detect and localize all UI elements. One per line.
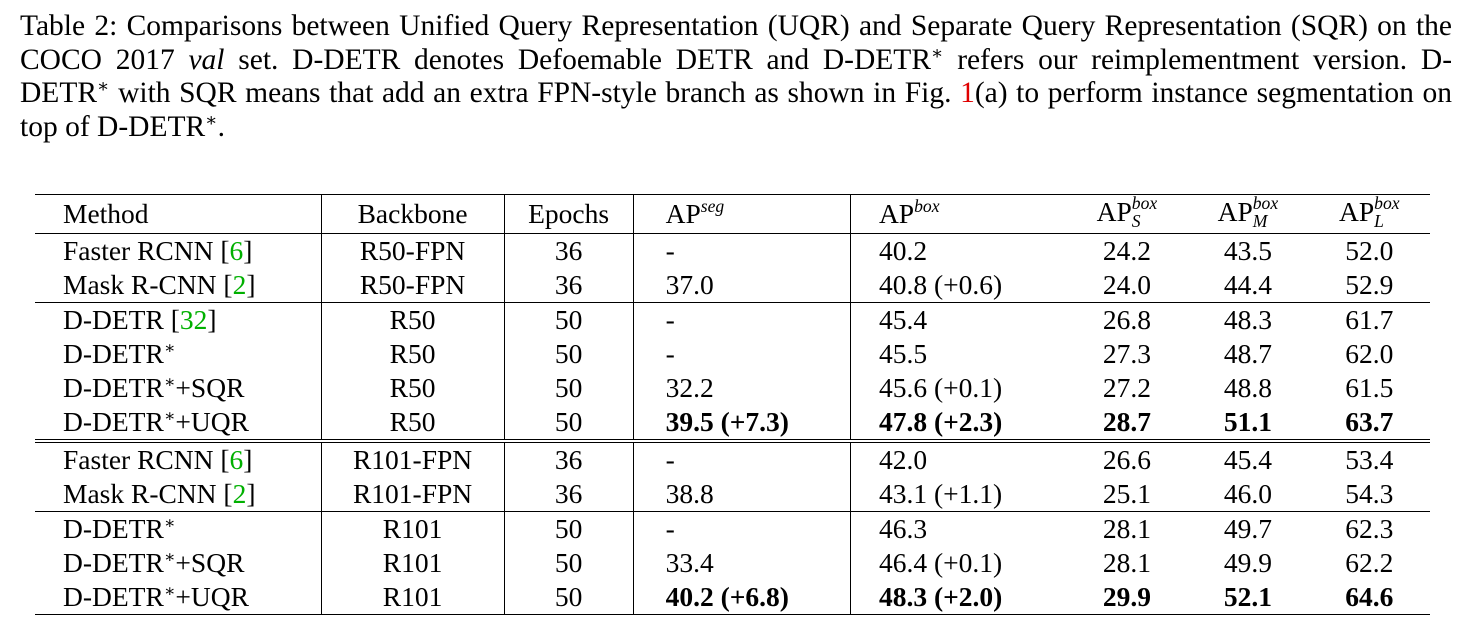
asterisk: ∗ <box>97 76 110 97</box>
cell-ap-large <box>1309 371 1430 405</box>
cell-ap-medium-value: 52.1 <box>1223 581 1272 613</box>
header-ap-box: $AP^{box}$ <box>850 195 1066 234</box>
cell-ap-large-value: 62.2 <box>1345 547 1394 579</box>
cell-backbone-value: R101 <box>382 581 443 613</box>
cell-ap-medium-value: 44.4 <box>1223 269 1272 301</box>
cell-epochs <box>504 233 633 268</box>
cell-ap-small <box>1067 371 1188 405</box>
cell-ap-large <box>1309 268 1430 303</box>
cell-ap-box <box>850 580 1066 615</box>
table-row <box>35 441 1430 477</box>
cell-ap-seg <box>633 405 850 441</box>
cell-ap-small <box>1067 546 1188 580</box>
cell-ap-medium <box>1187 441 1308 477</box>
table-row <box>35 371 1430 405</box>
cell-ap-seg <box>633 511 850 546</box>
cell-ap-large-value: 62.3 <box>1345 513 1394 545</box>
citation-link[interactable]: 6 <box>229 235 244 267</box>
cell-ap-small <box>1067 477 1188 512</box>
cell-backbone-value: R50 <box>389 372 436 404</box>
cell-ap-medium-value: 51.1 <box>1223 406 1272 438</box>
cell-ap-seg <box>633 268 850 303</box>
cell-backbone-value: R50 <box>389 406 436 438</box>
asterisk: ∗ <box>163 338 176 358</box>
cell-ap-medium <box>1187 302 1308 337</box>
cell-ap-box-value: 48.3 (+2.0) <box>878 581 1003 613</box>
cell-ap-medium-value: 45.4 <box>1223 444 1272 476</box>
method-name: D-DETR <box>63 406 164 438</box>
cell-ap-seg-value: - <box>665 304 675 336</box>
cell-ap-box-value: 45.4 <box>878 304 928 336</box>
citation-link[interactable]: 6 <box>229 444 244 476</box>
asterisk: ∗ <box>163 372 176 392</box>
method-name: D-DETR <box>63 547 164 579</box>
cell-epochs-value: 36 <box>554 444 583 476</box>
method-suffix: +SQR <box>175 372 245 404</box>
header-method: Method <box>35 195 321 234</box>
cell-method <box>35 546 321 580</box>
cell-ap-large-value: 54.3 <box>1345 478 1394 510</box>
cell-ap-large-value: 64.6 <box>1345 581 1394 613</box>
cell-ap-large-value: 61.7 <box>1345 304 1394 336</box>
cell-ap-medium-value: 49.9 <box>1223 547 1272 579</box>
table-header-row <box>35 195 1430 234</box>
cell-ap-seg-value: - <box>665 235 675 267</box>
method-suffix: +UQR <box>175 406 249 438</box>
method-name: Faster RCNN <box>63 444 214 476</box>
table-body <box>35 233 1430 614</box>
cell-method <box>35 580 321 615</box>
cell-ap-medium <box>1187 477 1308 512</box>
caption-italic-val: val <box>188 43 225 76</box>
cell-ap-seg-value: 40.2 (+6.8) <box>665 581 789 613</box>
header-epochs: Epochs <box>504 195 633 234</box>
cell-method: Mask R-CNN [2] <box>35 477 321 512</box>
cell-ap-box <box>850 371 1066 405</box>
cell-backbone <box>321 302 504 337</box>
cell-ap-small <box>1067 337 1188 371</box>
cell-ap-seg <box>633 477 850 512</box>
comparison-table <box>35 194 1430 615</box>
method-name: Faster RCNN <box>63 235 214 267</box>
citation-link[interactable]: 2 <box>232 478 247 510</box>
cell-ap-small-value: 25.1 <box>1102 478 1151 510</box>
cell-epochs <box>504 337 633 371</box>
cell-ap-seg-value: - <box>665 513 675 545</box>
cell-ap-small <box>1067 511 1188 546</box>
cell-ap-large <box>1309 302 1430 337</box>
caption-text-4: with SQR means that add an extra FPN-style branch as shown in Fig. <box>118 77 952 110</box>
cell-ap-large <box>1309 233 1430 268</box>
cell-ap-large-value: 52.0 <box>1345 235 1394 267</box>
cell-ap-medium-value: 48.8 <box>1223 372 1272 404</box>
method-name: D-DETR <box>63 338 164 370</box>
cell-ap-large <box>1309 441 1430 477</box>
cell-epochs-value: 50 <box>554 581 583 613</box>
cell-backbone-value: R101 <box>382 513 443 545</box>
cell-epochs-value: 36 <box>554 269 583 301</box>
asterisk: ∗ <box>163 513 176 533</box>
cell-epochs-value: 50 <box>554 513 583 545</box>
cell-ap-small-value: 24.2 <box>1102 235 1151 267</box>
cell-backbone-value: R101-FPN <box>352 478 473 510</box>
header-ap-box-small: AP box S <box>1067 195 1188 234</box>
caption-text-6: . <box>217 110 225 143</box>
cell-ap-small-value: 27.2 <box>1102 372 1151 404</box>
cell-epochs <box>504 580 633 615</box>
cell-backbone <box>321 233 504 268</box>
cell-backbone-value: R101 <box>382 547 443 579</box>
caption-text-1: Comparisons between Unified Query Representation (UQR) and Separate Query Representation (SQR) on the COCO 2017 <box>20 10 1452 76</box>
header-ap-box-large: AP box L <box>1309 195 1430 234</box>
cell-ap-small <box>1067 441 1188 477</box>
cell-ap-large-value: 52.9 <box>1345 269 1394 301</box>
cell-ap-small-value: 26.6 <box>1102 444 1151 476</box>
cell-backbone-value: R50-FPN <box>359 269 466 301</box>
cell-ap-box-value: 43.1 (+1.1) <box>878 478 1003 510</box>
cell-ap-small <box>1067 233 1188 268</box>
table-row <box>35 268 1430 303</box>
cell-ap-small <box>1067 268 1188 303</box>
asterisk: ∗ <box>163 406 176 426</box>
cell-ap-small-value: 28.1 <box>1102 513 1151 545</box>
cell-ap-medium-value: 49.7 <box>1223 513 1272 545</box>
citation-link[interactable]: 32 <box>179 304 208 336</box>
asterisk: ∗ <box>931 42 944 63</box>
cell-ap-medium <box>1187 511 1308 546</box>
cell-epochs <box>504 511 633 546</box>
cell-epochs <box>504 268 633 303</box>
table-row <box>35 477 1430 512</box>
cell-epochs-value: 36 <box>554 478 583 510</box>
cell-ap-box-value: 47.8 (+2.3) <box>878 406 1003 438</box>
cell-backbone <box>321 268 504 303</box>
cell-method: Mask R-CNN [2] <box>35 268 321 303</box>
table-caption <box>20 10 1452 144</box>
cell-ap-small <box>1067 405 1188 441</box>
cell-ap-box-value: 45.5 <box>878 338 928 370</box>
asterisk: ∗ <box>163 581 176 601</box>
cell-ap-small <box>1067 580 1188 615</box>
cell-ap-box <box>850 302 1066 337</box>
table-row <box>35 337 1430 371</box>
cell-ap-small-value: 24.0 <box>1102 269 1151 301</box>
cell-epochs-value: 36 <box>554 235 583 267</box>
table-row <box>35 405 1430 441</box>
cell-ap-seg-value: 38.8 <box>665 478 714 510</box>
cell-ap-medium-value: 43.5 <box>1223 235 1272 267</box>
cell-ap-large-value: 53.4 <box>1345 444 1394 476</box>
figure-reference-link[interactable]: 1 <box>960 77 975 110</box>
method-suffix: +SQR <box>175 547 245 579</box>
cell-epochs-value: 50 <box>554 406 583 438</box>
cell-ap-box <box>850 337 1066 371</box>
cell-backbone <box>321 477 504 512</box>
citation-link[interactable]: 2 <box>232 269 247 301</box>
cell-ap-large <box>1309 546 1430 580</box>
cell-ap-medium <box>1187 337 1308 371</box>
cell-ap-medium-value: 48.3 <box>1223 304 1272 336</box>
cell-backbone <box>321 580 504 615</box>
cell-ap-seg-value: - <box>665 444 675 476</box>
caption-label: Table 2: <box>20 10 118 42</box>
cell-ap-box-value: 46.4 (+0.1) <box>878 547 1003 579</box>
cell-method: D-DETR [32] <box>35 302 321 337</box>
cell-ap-large-value: 63.7 <box>1345 406 1394 438</box>
cell-ap-large <box>1309 580 1430 615</box>
method-suffix: +UQR <box>175 581 249 613</box>
cell-ap-small <box>1067 302 1188 337</box>
cell-ap-medium <box>1187 580 1308 615</box>
cell-ap-seg <box>633 580 850 615</box>
method-name: Mask R-CNN <box>63 269 217 301</box>
cell-ap-box <box>850 441 1066 477</box>
cell-ap-small-value: 29.9 <box>1102 581 1151 613</box>
cell-ap-large <box>1309 337 1430 371</box>
table-row <box>35 233 1430 268</box>
table-row <box>35 546 1430 580</box>
cell-ap-box <box>850 511 1066 546</box>
cell-ap-box-value: 46.3 <box>878 513 928 545</box>
caption-text-5: (a) to perform instance segmentation on top of D-DETR <box>20 77 1453 143</box>
cell-ap-medium <box>1187 546 1308 580</box>
cell-epochs <box>504 302 633 337</box>
cell-backbone <box>321 405 504 441</box>
cell-backbone <box>321 441 504 477</box>
cell-epochs-value: 50 <box>554 304 583 336</box>
cell-ap-large-value: 61.5 <box>1345 372 1394 404</box>
cell-ap-large-value: 62.0 <box>1345 338 1394 370</box>
cell-epochs <box>504 405 633 441</box>
method-name: Mask R-CNN <box>63 478 217 510</box>
cell-ap-seg-value: 33.4 <box>665 547 714 579</box>
cell-ap-box <box>850 405 1066 441</box>
cell-ap-seg-value: 37.0 <box>665 269 714 301</box>
cell-backbone-value: R101-FPN <box>352 444 473 476</box>
method-name: D-DETR <box>63 372 164 404</box>
cell-method <box>35 405 321 441</box>
cell-ap-seg <box>633 371 850 405</box>
cell-ap-box <box>850 477 1066 512</box>
cell-method: Faster RCNN [6] <box>35 441 321 477</box>
cell-ap-small-value: 26.8 <box>1102 304 1151 336</box>
cell-backbone-value: R50 <box>389 338 436 370</box>
header-backbone: Backbone <box>321 195 504 234</box>
asterisk: ∗ <box>205 109 218 130</box>
cell-ap-large <box>1309 511 1430 546</box>
cell-method <box>35 511 321 546</box>
cell-ap-small-value: 28.1 <box>1102 547 1151 579</box>
table-row <box>35 511 1430 546</box>
cell-ap-seg <box>633 546 850 580</box>
cell-backbone <box>321 511 504 546</box>
cell-method <box>35 371 321 405</box>
method-name: D-DETR <box>63 513 164 545</box>
cell-ap-seg <box>633 233 850 268</box>
method-name: D-DETR <box>63 581 164 613</box>
cell-ap-seg-value: 39.5 (+7.3) <box>665 406 789 438</box>
cell-ap-box-value: 42.0 <box>878 444 928 476</box>
cell-epochs-value: 50 <box>554 372 583 404</box>
cell-ap-medium <box>1187 268 1308 303</box>
header-ap-seg: $AP^{seg}$ <box>633 195 850 234</box>
cell-backbone-value: R50-FPN <box>359 235 466 267</box>
header-ap-box-medium: AP box M <box>1187 195 1308 234</box>
method-name: D-DETR <box>63 304 164 336</box>
cell-epochs <box>504 546 633 580</box>
cell-ap-seg-value: 32.2 <box>665 372 714 404</box>
table-row <box>35 302 1430 337</box>
cell-ap-box-value: 40.2 <box>878 235 928 267</box>
cell-ap-seg <box>633 441 850 477</box>
cell-backbone <box>321 546 504 580</box>
asterisk: ∗ <box>163 547 176 567</box>
cell-epochs <box>504 371 633 405</box>
cell-ap-box-value: 40.8 (+0.6) <box>878 269 1003 301</box>
cell-ap-large <box>1309 477 1430 512</box>
cell-ap-box <box>850 268 1066 303</box>
cell-method <box>35 337 321 371</box>
cell-ap-medium-value: 48.7 <box>1223 338 1272 370</box>
cell-ap-box-value: 45.6 (+0.1) <box>878 372 1003 404</box>
cell-epochs-value: 50 <box>554 338 583 370</box>
cell-epochs <box>504 477 633 512</box>
cell-ap-seg <box>633 337 850 371</box>
cell-backbone <box>321 371 504 405</box>
cell-ap-small-value: 28.7 <box>1102 406 1151 438</box>
caption-text-3: refers our reimplementment version. D-DETR <box>20 43 1453 110</box>
cell-method: Faster RCNN [6] <box>35 233 321 268</box>
cell-ap-medium-value: 46.0 <box>1223 478 1272 510</box>
cell-backbone-value: R50 <box>389 304 436 336</box>
cell-ap-seg <box>633 302 850 337</box>
cell-epochs <box>504 441 633 477</box>
cell-epochs-value: 50 <box>554 547 583 579</box>
caption-text-2: set. D-DETR denotes Defoemable DETR and D-DETR <box>238 43 931 76</box>
cell-ap-small-value: 27.3 <box>1102 338 1151 370</box>
cell-ap-medium <box>1187 233 1308 268</box>
cell-ap-medium <box>1187 371 1308 405</box>
cell-ap-box <box>850 546 1066 580</box>
cell-ap-medium <box>1187 405 1308 441</box>
cell-ap-seg-value: - <box>665 338 675 370</box>
table-row <box>35 580 1430 615</box>
cell-ap-box <box>850 233 1066 268</box>
cell-ap-large <box>1309 405 1430 441</box>
cell-backbone <box>321 337 504 371</box>
